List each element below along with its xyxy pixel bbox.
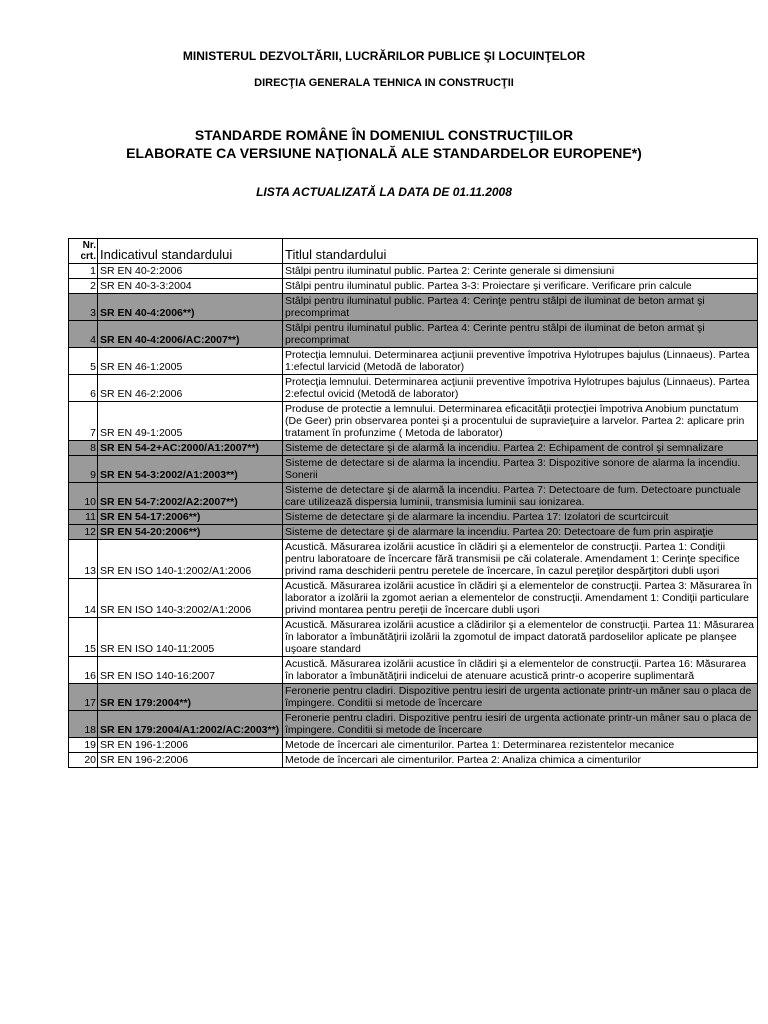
standard-code: SR EN 54-20:2006**) — [98, 525, 283, 540]
standard-title: Sisteme de detectare si de alarma la incendiu. Partea 3: Dispozitive sonore de alarma la incendiu. Sonerii — [283, 456, 758, 483]
standard-title: Acustică. Măsurarea izolării acustice a clădirilor şi a elementelor de construcţii. Partea 11: Măsurarea în laborator a îmbunătăţirii izolării la zgomotul de impact datorată pardoselilor aplicate pe planşee uşoare standard — [283, 618, 758, 657]
row-number: 7 — [69, 402, 98, 441]
table-row — [69, 456, 758, 483]
table-row — [69, 264, 758, 279]
row-number: 16 — [69, 657, 98, 684]
standard-title: Sisteme de detectare şi de alarmare la incendiu. Partea 20: Detectoare de fum prin aspiraţie — [283, 525, 758, 540]
standard-code: SR EN ISO 140-16:2007 — [98, 657, 283, 684]
table-row — [69, 579, 758, 618]
row-number: 3 — [69, 294, 98, 321]
standard-title: Feronerie pentru cladiri. Dispozitive pentru iesiri de urgenta actionate printr-un mâner sau o placa de împingere. Conditii si metode de încercare — [283, 684, 758, 711]
standard-code: SR EN 54-17:2006**) — [98, 510, 283, 525]
table-row — [69, 618, 758, 657]
row-number: 19 — [69, 738, 98, 753]
standard-code: SR EN 179:2004**) — [98, 684, 283, 711]
row-number: 1 — [69, 264, 98, 279]
table-header-row — [69, 239, 758, 264]
table-row — [69, 441, 758, 456]
standard-title: Stâlpi pentru iluminatul public. Partea 4: Cerinţe pentru stâlpi de iluminat de beton armat şi precomprimat — [283, 294, 758, 321]
standard-code: SR EN 49-1:2005 — [98, 402, 283, 441]
table-row — [69, 540, 758, 579]
standard-title: Acustică. Măsurarea izolării acustice în clădiri şi a elementelor de construcţii. Partea 3: Măsurarea în laborator a izolării la zgomot aerian a elementelor de construcţii. Amendament 1: Condiţii particulare privind montarea pentru pereţii de încercare dubli uşori — [283, 579, 758, 618]
header-nr: Nr. crt. — [69, 239, 98, 264]
table-row — [69, 525, 758, 540]
row-number: 14 — [69, 579, 98, 618]
table-row — [69, 711, 758, 738]
standard-code: SR EN ISO 140-3:2002/A1:2006 — [98, 579, 283, 618]
table-row — [69, 684, 758, 711]
standard-title: Protecţia lemnului. Determinarea acţiunii preventive împotriva Hylotrupes bajulus (Linnaeus). Partea 1:efectul larvicid (Metodă de laborator) — [283, 348, 758, 375]
row-number: 8 — [69, 441, 98, 456]
standard-title: Metode de încercari ale cimenturilor. Partea 1: Determinarea rezistentelor mecanice — [283, 738, 758, 753]
standard-code: SR EN 46-2:2006 — [98, 375, 283, 402]
header-title: Titlul standardului — [283, 239, 758, 264]
document-title-line-1: STANDARDE ROMÂNE ÎN DOMENIUL CONSTRUCŢIILOR — [194, 127, 574, 143]
list-date: LISTA ACTUALIZATĂ LA DATA DE 01.11.2008 — [256, 185, 512, 199]
standard-code: SR EN ISO 140-1:2002/A1:2006 — [98, 540, 283, 579]
standard-title: Produse de protectie a lemnului. Determinarea eficacităţii protecţiei împotriva Anobium punctatum (De Geer) prin observarea pontei şi a procentului de supravieţuire a larvelor. Partea 2: aplicare prin tratament în profunzime ( Metoda de laborator) — [283, 402, 758, 441]
row-number: 12 — [69, 525, 98, 540]
table-row — [69, 279, 758, 294]
row-number: 10 — [69, 483, 98, 510]
standard-code: SR EN ISO 140-11:2005 — [98, 618, 283, 657]
document-title — [0, 126, 768, 162]
standard-code: SR EN 40-3-3:2004 — [98, 279, 283, 294]
row-number: 20 — [69, 753, 98, 768]
table-row — [69, 738, 758, 753]
row-number: 18 — [69, 711, 98, 738]
row-number: 15 — [69, 618, 98, 657]
row-number: 11 — [69, 510, 98, 525]
standards-table — [68, 238, 758, 768]
row-number: 13 — [69, 540, 98, 579]
table-row — [69, 753, 758, 768]
standard-title: Stâlpi pentru iluminatul public. Partea 2: Cerinte generale si dimensiuni — [283, 264, 758, 279]
standard-title: Sisteme de detectare şi de alarmă la incendiu. Partea 2: Echipament de control şi semnalizare — [283, 441, 758, 456]
standard-code: SR EN 179:2004/A1:2002/AC:2003**) — [98, 711, 283, 738]
standard-title: Acustică. Măsurarea izolării acustice în clădiri şi a elementelor de construcţii. Partea 1: Condiţii pentru laboratoare de încercare fără transmisii pe căi colaterale. Amendament 1: Cerinţe specifice privind rama deschiderii pentru peretele de încercare, în cazul pereţilor despărţitori dubli uşori — [283, 540, 758, 579]
standard-code: SR EN 54-7:2002/A2:2007**) — [98, 483, 283, 510]
standard-code: SR EN 54-2+AC:2000/A1:2007**) — [98, 441, 283, 456]
table-row — [69, 375, 758, 402]
table-row — [69, 657, 758, 684]
ministry-name: MINISTERUL DEZVOLTĂRII, LUCRĂRILOR PUBLICE ŞI LOCUINŢELOR — [182, 49, 586, 63]
table-row — [69, 483, 758, 510]
standard-title: Protecţia lemnului. Determinarea acţiunii preventive împotriva Hylotrupes bajulus (Linnaeus). Partea 2:efectul ovicid (Metodă de laborator) — [283, 375, 758, 402]
row-number: 17 — [69, 684, 98, 711]
standard-code: SR EN 196-1:2006 — [98, 738, 283, 753]
standard-code: SR EN 40-4:2006**) — [98, 294, 283, 321]
row-number: 4 — [69, 321, 98, 348]
row-number: 2 — [69, 279, 98, 294]
table-row — [69, 402, 758, 441]
header-code: Indicativul standardului — [98, 239, 283, 264]
standard-title: Feronerie pentru cladiri. Dispozitive pentru iesiri de urgenta actionate printr-un mâner sau o placa de împingere. Conditii si metode de încercare — [283, 711, 758, 738]
standard-code: SR EN 54-3:2002/A1:2003**) — [98, 456, 283, 483]
row-number: 5 — [69, 348, 98, 375]
table-row — [69, 294, 758, 321]
standard-title: Sisteme de detectare şi de alarmă la incendiu. Partea 7: Detectoare de fum. Detectoare punctuale care utilizează dispersia luminii, transmisia luminii sau ionizarea. — [283, 483, 758, 510]
document-title-line-2: ELABORATE CA VERSIUNE NAŢIONALĂ ALE STANDARDELOR EUROPENE*) — [126, 145, 642, 161]
direction-name: DIRECŢIA GENERALA TEHNICA IN CONSTRUCŢII — [254, 77, 514, 89]
standard-title: Stâlpi pentru iluminatul public. Partea 3-3: Proiectare şi verificare. Verificare prin calcule — [283, 279, 758, 294]
standard-code: SR EN 40-2:2006 — [98, 264, 283, 279]
standard-title: Metode de încercari ale cimenturilor. Partea 2: Analiza chimica a cimenturilor — [283, 753, 758, 768]
standard-title: Acustică. Măsurarea izolării acustice în clădiri şi a elementelor de construcţii. Partea 16: Măsurarea în laborator a îmbunătăţirii indicelui de atenuare acustică printr-o acoperire suplimentară — [283, 657, 758, 684]
standard-code: SR EN 196-2:2006 — [98, 753, 283, 768]
table-row — [69, 348, 758, 375]
standard-code: SR EN 40-4:2006/AC:2007**) — [98, 321, 283, 348]
table-row — [69, 321, 758, 348]
table-row — [69, 510, 758, 525]
row-number: 6 — [69, 375, 98, 402]
standard-code: SR EN 46-1:2005 — [98, 348, 283, 375]
standard-title: Stâlpi pentru iluminatul public. Partea 4: Cerinte pentru stâlpi de iluminat de beton armat şi precomprimat — [283, 321, 758, 348]
row-number: 9 — [69, 456, 98, 483]
standard-title: Sisteme de detectare şi de alarmare la incendiu. Partea 17: Izolatori de scurtcircuit — [283, 510, 758, 525]
